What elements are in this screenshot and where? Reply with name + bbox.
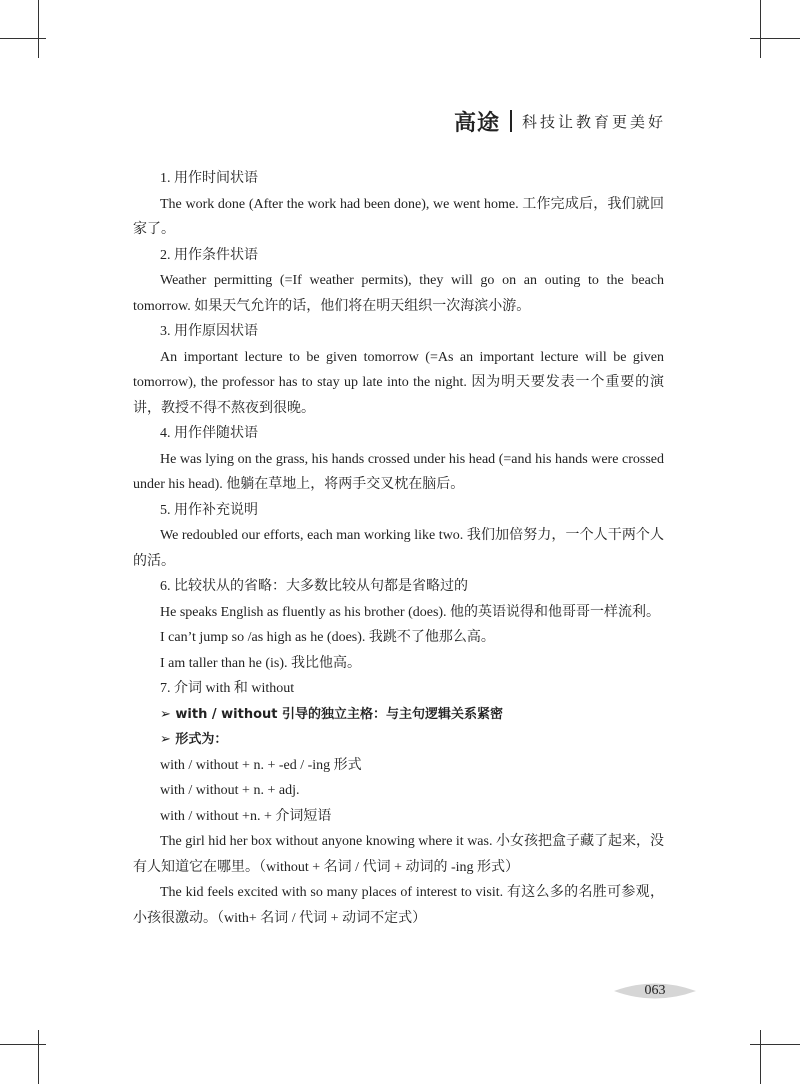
formula-line: with / without + n. + adj.	[160, 783, 300, 798]
example-sentence: I can’t jump so /as high as he (does). 我跳不了他那么高。	[160, 630, 495, 645]
page-content	[133, 166, 664, 931]
brand-slogan: 科技让教育更美好	[521, 112, 666, 131]
section-heading: 5. 用作补充说明	[160, 502, 258, 518]
section-heading: 6. 比较状从的省略：大多数比较从句都是省略过的	[160, 579, 468, 594]
crop-mark	[0, 38, 46, 39]
crop-mark	[750, 38, 800, 39]
brand-logo: 高途	[453, 110, 500, 136]
crop-mark	[760, 0, 761, 58]
section-heading: 2. 用作条件状语	[160, 247, 258, 263]
example-sentence: I am taller than he (is). 我比他高。	[160, 655, 362, 671]
example-sentence: The work done (After the work had been done), we went home. 工作完成后，我们就回家了。	[133, 196, 664, 237]
section-heading: 3. 用作原因状语	[160, 324, 258, 339]
example-sentence: The girl hid her box without anyone knowing where it was. 小女孩把盒子藏了起来，没有人知道它在哪里。（without + 名词 / 代词 + 动词的 -ing 形式）	[133, 834, 664, 875]
example-sentence: The kid feels excited with so many places of interest to visit. 有这么多的名胜可参观，小孩很激动。（with+ 名词 / 代词 + 动词不定式）	[133, 885, 664, 926]
page-number	[628, 980, 682, 1002]
crop-mark	[38, 1030, 39, 1084]
crop-mark	[0, 1044, 46, 1045]
bullet-point: ➢ 形式为：	[160, 732, 228, 747]
section-heading: 1. 用作时间状语	[160, 171, 258, 186]
example-sentence: Weather permitting (=If weather permits), they will go on an outing to the beach tomorrow. 如果天气允许的话，他们将在明天组织一次海滨小游。	[133, 273, 664, 314]
page-number-text: 063	[644, 983, 666, 998]
crop-mark	[38, 0, 39, 58]
section-heading: 7. 介词 with 和 without	[160, 681, 295, 696]
example-sentence: We redoubled our efforts, each man working like two. 我们加倍努力，一个人干两个人的活。	[133, 528, 664, 569]
header-divider	[510, 110, 512, 132]
section-heading: 4. 用作伴随状语	[160, 426, 258, 441]
crop-mark	[750, 1044, 800, 1045]
crop-mark	[760, 1030, 761, 1084]
example-sentence: He was lying on the grass, his hands crossed under his head (=and his hands were crossed under his head). 他躺在草地上，将两手交叉枕在脑后。	[133, 451, 664, 492]
formula-line: with / without + n. + -ed / -ing 形式	[160, 757, 362, 773]
formula-line: with / without +n. + 介词短语	[160, 808, 332, 824]
page-header	[454, 106, 666, 136]
bullet-point: ➢ with / without 引导的独立主格：与主句逻辑关系紧密	[160, 706, 504, 722]
example-sentence: An important lecture to be given tomorrow (=As an important lecture will be given tomorrow), the professor has to stay up late into the night. 因为明天要发表一个重要的演讲，教授不得不熬夜到很晚。	[133, 349, 664, 416]
example-sentence: He speaks English as fluently as his brother (does). 他的英语说得和他哥哥一样流利。	[160, 604, 661, 620]
